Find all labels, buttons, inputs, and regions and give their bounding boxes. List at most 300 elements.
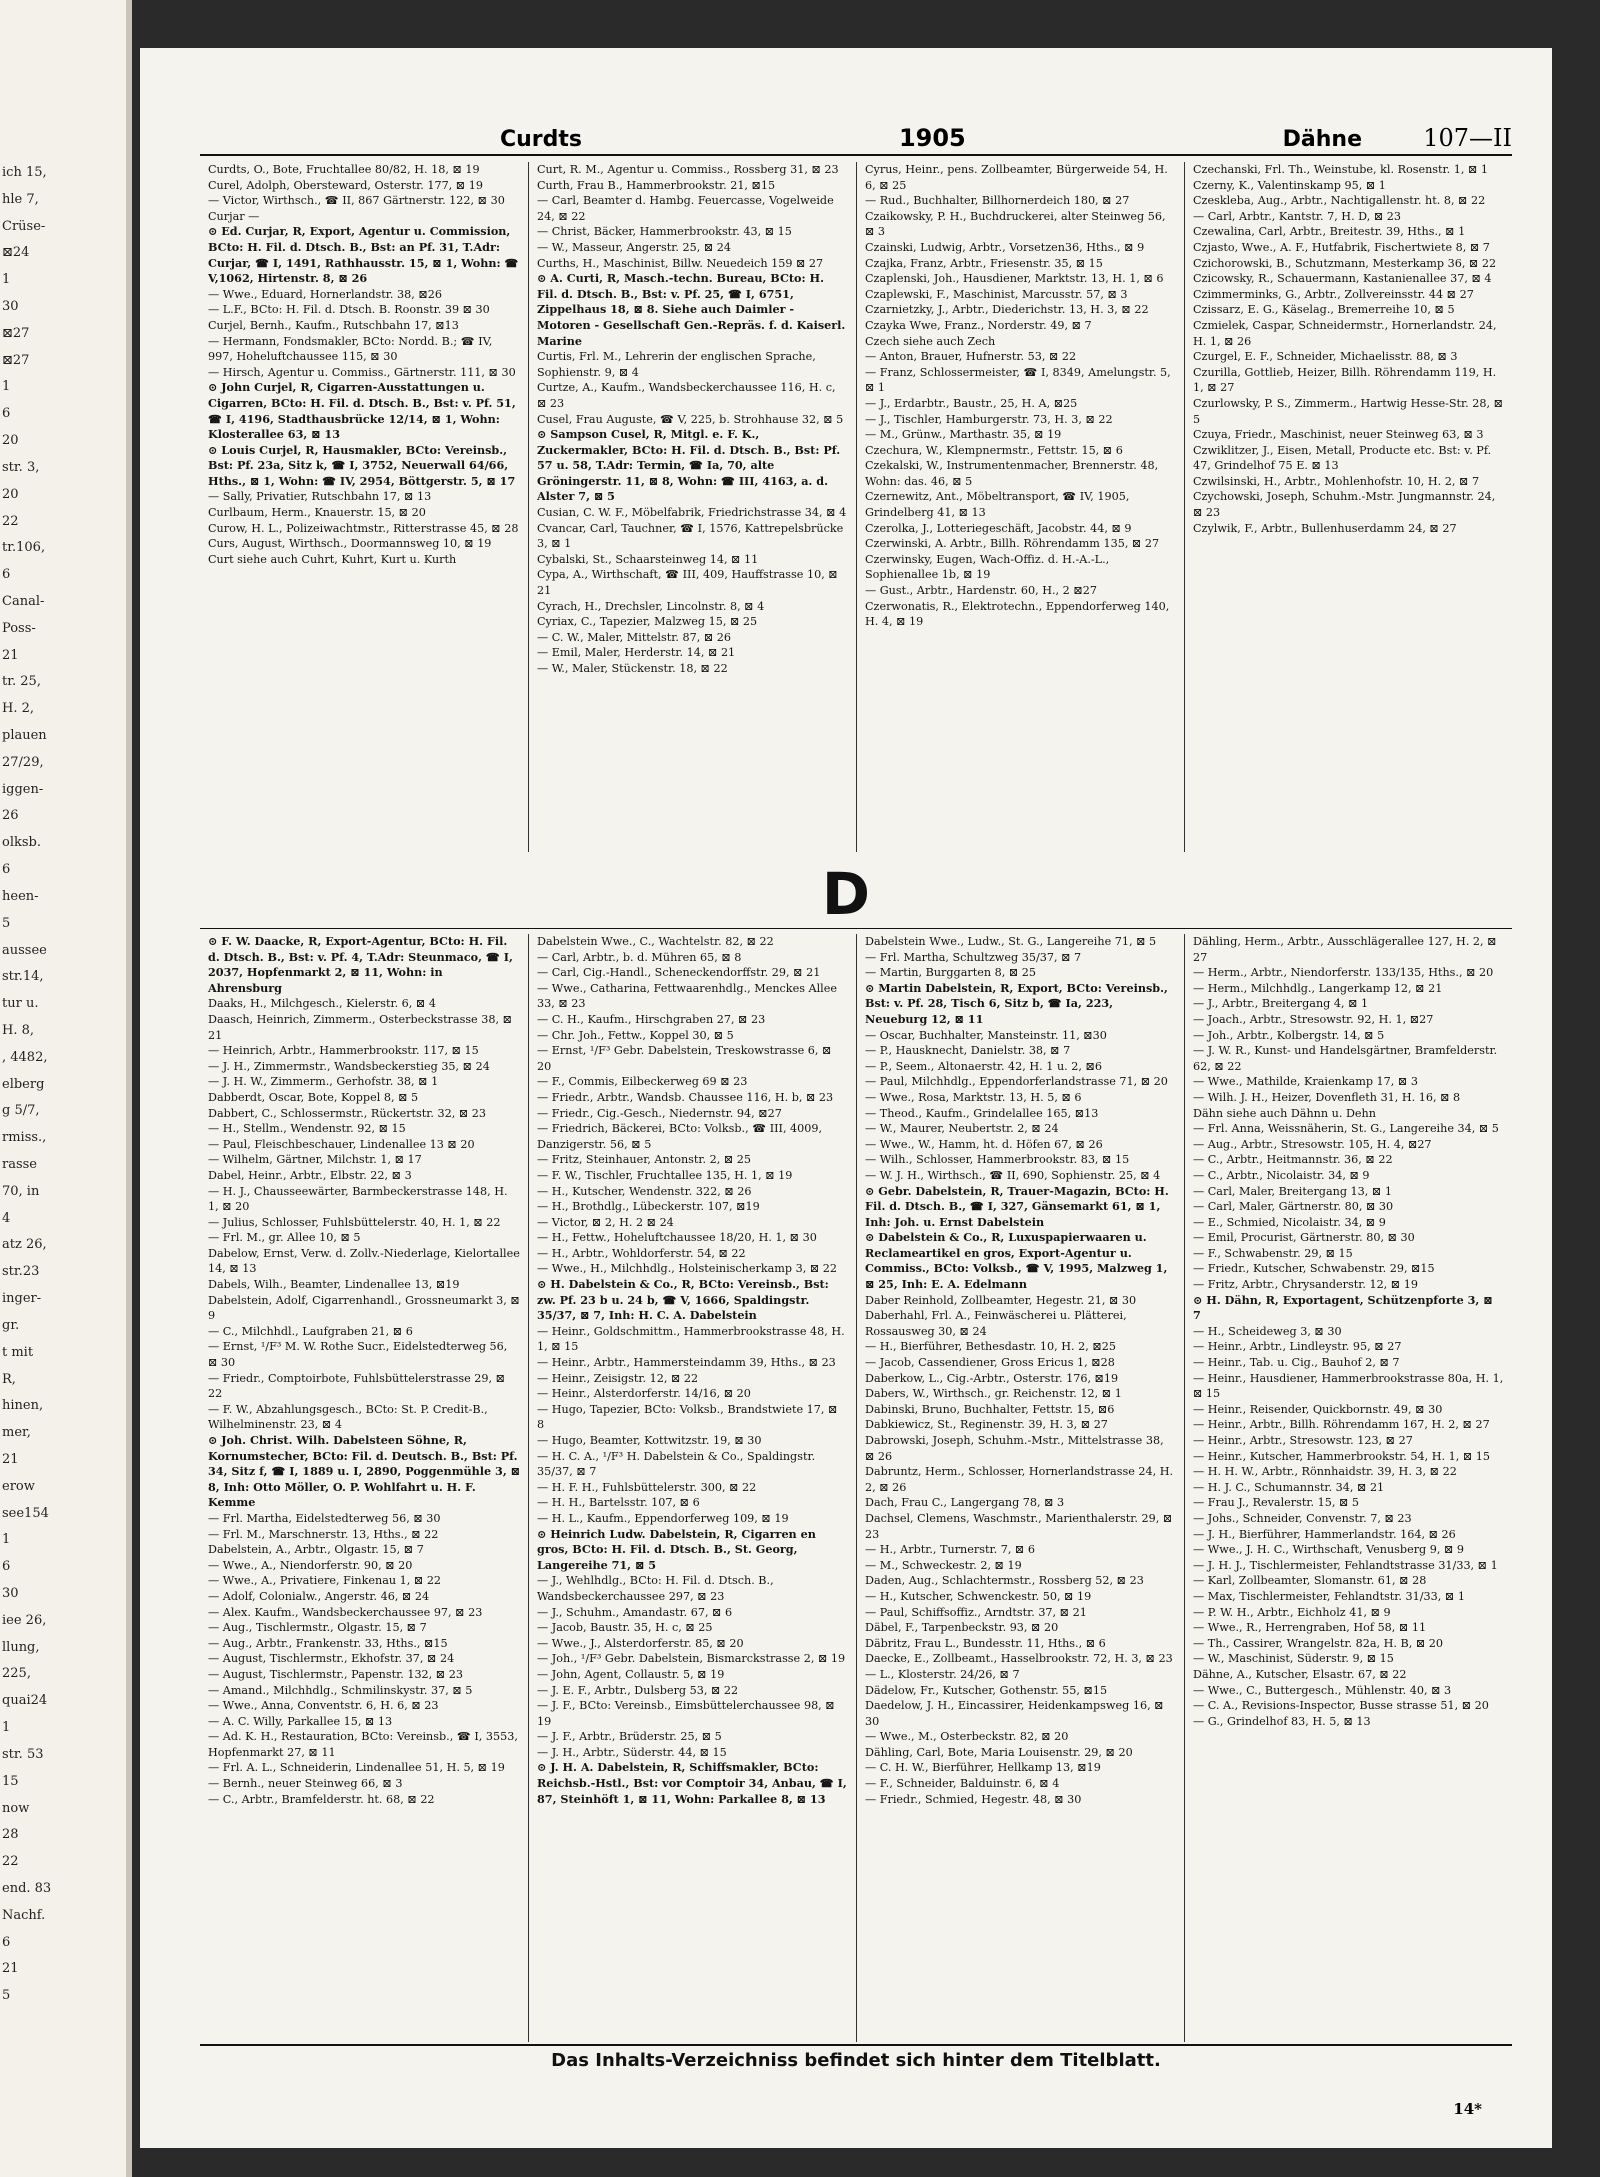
margin-fragment: Nachf.	[2, 1907, 46, 1923]
directory-entry: — Hirsch, Agentur u. Commiss., Gärtnerstr. 111, ⊠ 30	[208, 365, 516, 379]
margin-fragment: 15	[2, 1773, 19, 1789]
directory-entry: — Frl. Anna, Weissnäherin, St. G., Langereihe 34, ⊠ 5	[1193, 1122, 1499, 1136]
directory-entry: — L.F., BCto: H. Fil. d. Dtsch. B. Roonstr. 39 ⊠ 30	[208, 303, 490, 317]
margin-fragment: 28	[2, 1827, 19, 1843]
margin-fragment: 1	[2, 272, 11, 288]
margin-fragment: R,	[2, 1371, 16, 1387]
directory-entry: Däbritz, Frau L., Bundesstr. 11, Hths., ⊠ 6	[865, 1636, 1106, 1650]
directory-entry: — Heinr., Arbtr., Billh. Röhrendamm 167, H. 2, ⊠ 27	[1193, 1418, 1490, 1432]
directory-entry: — J. H. W., Zimmerm., Gerhofstr. 38, ⊠ 1	[208, 1075, 439, 1089]
directory-entry: Dachsel, Clemens, Waschmstr., Marienthalerstr. 29, ⊠ 23	[865, 1511, 1173, 1541]
directory-entry: — Friedr., Kutscher, Schwabenstr. 29, ⊠15	[1193, 1262, 1435, 1276]
directory-entry: — Wwe., J. H. C., Wirthschaft, Venusberg 9, ⊠ 9	[1193, 1543, 1465, 1557]
margin-fragment: str.23	[2, 1264, 40, 1280]
margin-fragment: rasse	[2, 1157, 38, 1173]
directory-entry: — Hugo, Beamter, Kottwitzstr. 19, ⊠ 30	[537, 1434, 762, 1447]
directory-entry: — Wwe., A., Privatiere, Finkenau 1, ⊠ 22	[208, 1574, 442, 1588]
header-first-name: Curdts	[500, 127, 583, 152]
directory-entry: — W. J. H., Wirthsch., ☎ II, 690, Sophienstr. 25, ⊠ 4	[865, 1168, 1161, 1182]
directory-entry: Dabelow, Ernst, Verw. d. Zollv.-Niederlage, Kielortallee 14, ⊠ 13	[208, 1246, 520, 1276]
margin-fragment: hinen,	[2, 1398, 44, 1414]
header-rule	[200, 154, 1512, 156]
margin-fragment: 1	[2, 1532, 11, 1548]
directory-entry: Czissarz, E. G., Käselag., Bremerreihe 10, ⊠ 5	[1193, 303, 1455, 317]
directory-entry: — Wwe., J., Alsterdorferstr. 85, ⊠ 20	[537, 1636, 744, 1650]
directory-entry: — Heinr., Alsterdorferstr. 14/16, ⊠ 20	[537, 1387, 751, 1401]
bottom-columns-4	[1184, 934, 1512, 2042]
directory-entry: Curtis, Frl. M., Lehrerin der englischen Sprache, Sophienstr. 9, ⊠ 4	[537, 350, 816, 379]
directory-entry: Dabelstein, Adolf, Cigarrenhandl., Grossneumarkt 3, ⊠ 9	[208, 1293, 520, 1323]
directory-entry: — H., Arbtr., Wohldorferstr. 54, ⊠ 22	[537, 1246, 746, 1260]
directory-entry: — Martin, Burggarten 8, ⊠ 25	[865, 966, 1036, 980]
footer-rule	[200, 2044, 1512, 2046]
section-rule	[200, 928, 1512, 929]
directory-entry: — Frl. M., Marschnerstr. 13, Hths., ⊠ 22	[208, 1527, 439, 1541]
directory-entry: Czayka Wwe, Franz., Norderstr. 49, ⊠ 7	[865, 318, 1092, 332]
margin-fragment: H. 2,	[2, 701, 35, 717]
directory-entry: — Carl, Beamter d. Hambg. Feuercasse, Vogelweide 24, ⊠ 22	[537, 194, 834, 223]
directory-entry: — P. W. H., Arbtr., Eichholz 41, ⊠ 9	[1193, 1605, 1391, 1619]
directory-entry: — August, Tischlermstr., Ekhofstr. 37, ⊠ 24	[208, 1652, 455, 1666]
top-columns	[200, 162, 1512, 852]
directory-entry: — F., Schneider, Balduinstr. 6, ⊠ 4	[865, 1777, 1060, 1791]
directory-entry: — Rud., Buchhalter, Billhornerdeich 180, ⊠ 27	[865, 194, 1130, 208]
directory-entry: — Heinr., Hausdiener, Hammerbrookstrasse 80a, H. 1, ⊠ 15	[1193, 1371, 1504, 1401]
margin-fragment: 6	[2, 1559, 11, 1575]
directory-entry: — W., Maler, Stückenstr. 18, ⊠ 22	[537, 662, 728, 675]
margin-fragment: 6	[2, 406, 11, 422]
directory-entry: Daedelow, J. H., Eincassirer, Heidenkampsweg 16, ⊠ 30	[865, 1699, 1164, 1728]
directory-entry: Dabelstein Wwe., C., Wachtelstr. 82, ⊠ 22	[537, 935, 774, 948]
directory-entry: — F., Schwabenstr. 29, ⊠ 15	[1193, 1246, 1353, 1260]
directory-entry: Daecke, E., Zollbeamt., Hasselbrookstr. 72, H. 3, ⊠ 23	[865, 1652, 1173, 1666]
directory-entry: Czechura, W., Klempnermstr., Fettstr. 15, ⊠ 6	[865, 443, 1123, 457]
directory-entry: — Jacob, Cassendiener, Gross Ericus 1, ⊠28	[865, 1356, 1115, 1370]
directory-entry: — M., Schweckestr. 2, ⊠ 19	[865, 1558, 1022, 1572]
directory-entry: Czaplewski, F., Maschinist, Marcusstr. 57, ⊠ 3	[865, 287, 1128, 301]
directory-entry: — Frl. M., gr. Allee 10, ⊠ 5	[208, 1231, 361, 1245]
directory-entry: — Ad. K. H., Restauration, BCto: Vereinsb., ☎ I, 3553, Hopfenmarkt 27, ⊠ 11	[208, 1730, 518, 1759]
directory-entry: Dabinski, Bruno, Buchhalter, Fettstr. 15, ⊠6	[865, 1402, 1115, 1416]
directory-entry: — C. H. W., Bierführer, Hellkamp 13, ⊠19	[865, 1761, 1101, 1775]
directory-entry: — Frau J., Revalerstr. 15, ⊠ 5	[1193, 1496, 1360, 1510]
directory-entry: Czainski, Ludwig, Arbtr., Vorsetzen36, Hths., ⊠ 9	[865, 240, 1145, 254]
directory-entry: — Herm., Milchhdlg., Langerkamp 12, ⊠ 21	[1193, 981, 1443, 995]
directory-entry: — Jacob, Baustr. 35, H. c, ⊠ 25	[537, 1621, 713, 1635]
directory-entry: Curt, R. M., Agentur u. Commiss., Rossberg 31, ⊠ 23	[537, 163, 839, 176]
directory-entry: — J. H., Arbtr., Süderstr. 44, ⊠ 15	[537, 1745, 727, 1759]
margin-fragment: 21	[2, 647, 19, 663]
margin-fragment: llung,	[2, 1639, 40, 1655]
directory-entry: — P., Seem., Altonaerstr. 42, H. 1 u. 2, ⊠6	[865, 1059, 1102, 1073]
directory-entry: — Theod., Kaufm., Grindelallee 165, ⊠13	[865, 1106, 1099, 1120]
directory-entry: — J. F., Arbtr., Brüderstr. 25, ⊠ 5	[537, 1730, 722, 1744]
directory-entry: Czuya, Friedr., Maschinist, neuer Steinweg 63, ⊠ 3	[1193, 428, 1484, 442]
directory-entry: — J., Wehlhdlg., BCto: H. Fil. d. Dtsch. B., Wandsbeckerchaussee 297, ⊠ 23	[537, 1574, 774, 1603]
directory-entry: — Carl, Cig.-Handl., Scheneckendorffstr. 29, ⊠ 21	[537, 966, 821, 980]
margin-fragment: 20	[2, 433, 19, 449]
directory-entry: Daberhahl, Frl. A., Feinwäscherei u. Plätterei, Rossausweg 30, ⊠ 24	[865, 1309, 1127, 1338]
header-page-number: 107—II	[1423, 124, 1512, 152]
top-columns-3	[856, 162, 1184, 852]
directory-entry: Curjar —	[208, 209, 260, 223]
directory-entry: — Wwe., W., Hamm, ht. d. Höfen 67, ⊠ 26	[865, 1137, 1103, 1151]
directory-entry: Curt siehe auch Cuhrt, Kuhrt, Kurt u. Kurth	[208, 552, 457, 566]
directory-entry: — C., Arbtr., Bramfelderstr. ht. 68, ⊠ 22	[208, 1792, 435, 1806]
directory-entry: — J., Schuhm., Amandastr. 67, ⊠ 6	[537, 1605, 733, 1619]
directory-entry: — H., Stellm., Wendenstr. 92, ⊠ 15	[208, 1122, 406, 1136]
directory-entry: — H., Kutscher, Schwenckestr. 50, ⊠ 19	[865, 1589, 1092, 1603]
directory-entry: Czaplenski, Joh., Hausdiener, Marktstr. 13, H. 1, ⊠ 6	[865, 272, 1164, 286]
margin-fragment: ⊠27	[2, 325, 30, 341]
margin-fragment: t mit	[2, 1344, 34, 1360]
directory-entry: — Karl, Zollbeamter, Slomanstr. 61, ⊠ 28	[1193, 1574, 1427, 1588]
directory-entry: Dädelow, Fr., Kutscher, Gothenstr. 55, ⊠15	[865, 1683, 1108, 1697]
directory-entry: — Carl, Arbtr., Kantstr. 7, H. D, ⊠ 23	[1193, 209, 1402, 223]
directory-entry: — Ernst, ¹/F³ Gebr. Dabelstein, Treskowstrasse 6, ⊠ 20	[537, 1044, 832, 1073]
directory-entry: Czerwinski, A. Arbtr., Billh. Röhrendamm 135, ⊠ 27	[865, 537, 1160, 551]
margin-fragment: 4	[2, 1210, 11, 1226]
directory-entry: — M., Grünw., Marthastr. 35, ⊠ 19	[865, 428, 1062, 442]
directory-entry: Dach, Frau C., Langergang 78, ⊠ 3	[865, 1496, 1065, 1510]
margin-fragment: ⊠24	[2, 245, 30, 261]
directory-entry: Czwiklitzer, J., Eisen, Metall, Producte etc. Bst: v. Pf. 47, Grindelhof 75 E. ⊠ 13	[1193, 443, 1492, 473]
directory-entry: Czarnietzky, J., Arbtr., Diederichstr. 13, H. 3, ⊠ 22	[865, 303, 1149, 317]
directory-entry: ⊙ Dabelstein & Co., R, Luxuspapierwaaren u. Reclameartikel en gros, Export-Agentur u. Commiss., BCto: Volksb., ☎ V, 1995, Malzweg 1, ⊠ 25, Inh: E. A. Edelmann	[865, 1230, 1168, 1292]
directory-entry: Cvancar, Carl, Tauchner, ☎ I, 1576, Kattrepelsbrücke 3, ⊠ 1	[537, 521, 844, 551]
directory-entry: Curths, H., Maschinist, Billw. Neuedeich 159 ⊠ 27	[537, 256, 824, 270]
directory-entry: — Heinrich, Arbtr., Hammerbrookstr. 117, ⊠ 15	[208, 1044, 479, 1058]
directory-entry: — Fritz, Arbtr., Chrysanderstr. 12, ⊠ 19	[1193, 1278, 1418, 1292]
directory-entry: Dabelstein Wwe., Ludw., St. G., Langereihe 71, ⊠ 5	[865, 935, 1157, 948]
directory-entry: — H. J., Chausseewärter, Barmbeckerstrasse 148, H. 1, ⊠ 20	[208, 1184, 508, 1214]
margin-fragment: tur u.	[2, 996, 39, 1012]
margin-fragment: 6	[2, 567, 11, 583]
directory-entry: Dabrowski, Joseph, Schuhm.-Mstr., Mittelstrasse 38, ⊠ 26	[865, 1434, 1164, 1463]
directory-entry: — Joach., Arbtr., Stresowstr. 92, H. 1, ⊠27	[1193, 1012, 1434, 1026]
directory-entry: — C. W., Maler, Mittelstr. 87, ⊠ 26	[537, 630, 731, 644]
directory-entry: — W., Maschinist, Süderstr. 9, ⊠ 15	[1193, 1652, 1394, 1666]
directory-entry: — J. H. J., Tischlermeister, Fehlandtstrasse 31/33, ⊠ 1	[1193, 1558, 1498, 1572]
directory-entry: — Chr. Joh., Fettw., Koppel 30, ⊠ 5	[537, 1028, 734, 1042]
directory-entry: — H., Scheideweg 3, ⊠ 30	[1193, 1324, 1342, 1338]
directory-entry: Czewalina, Carl, Arbtr., Breitestr. 39, Hths., ⊠ 1	[1193, 225, 1466, 239]
directory-entry: Dabberdt, Oscar, Bote, Koppel 8, ⊠ 5	[208, 1090, 419, 1104]
directory-entry: — J. W. R., Kunst- und Handelsgärtner, Bramfelderstr. 62, ⊠ 22	[1193, 1044, 1498, 1073]
directory-entry: — Friedr., Schmied, Hegestr. 48, ⊠ 30	[865, 1792, 1082, 1806]
directory-entry: — Adolf, Colonialw., Angerstr. 46, ⊠ 24	[208, 1589, 430, 1603]
directory-entry: — E., Schmied, Nicolaistr. 34, ⊠ 9	[1193, 1215, 1386, 1229]
directory-entry: — Paul, Fleischbeschauer, Lindenallee 13 ⊠ 20	[208, 1137, 475, 1151]
directory-entry: — H., Kutscher, Wendenstr. 322, ⊠ 26	[537, 1184, 752, 1198]
directory-entry: — Amand., Milchhdlg., Schmilinskystr. 37, ⊠ 5	[208, 1683, 473, 1697]
margin-fragment: ⊠27	[2, 352, 30, 368]
directory-entry: — H. L., Kaufm., Eppendorferweg 109, ⊠ 19	[537, 1511, 789, 1525]
directory-entry: Daber Reinhold, Zollbeamter, Hegestr. 21, ⊠ 30	[865, 1293, 1137, 1307]
directory-entry: — Carl, Arbtr., b. d. Mühren 65, ⊠ 8	[537, 950, 742, 964]
directory-entry: ⊙ H. Dabelstein & Co., R, BCto: Vereinsb., Bst: zw. Pf. 23 b u. 24 b, ☎ V, 1666, Spaldingstr. 35/37, ⊠ 7, Inh: H. C. A. Dabelstein	[537, 1277, 829, 1323]
directory-entry: — Heinr., Kutscher, Hammerbrookstr. 54, H. 1, ⊠ 15	[1193, 1449, 1491, 1463]
margin-fragment: quai24	[2, 1693, 48, 1709]
directory-entry: Czicowsky, R., Schauermann, Kastanienallee 37, ⊠ 4	[1193, 272, 1492, 286]
directory-entry: — Wilh. J. H., Heizer, Dovenfleth 31, H. 16, ⊠ 8	[1193, 1090, 1461, 1104]
directory-entry: Curlbaum, Herm., Knauerstr. 15, ⊠ 20	[208, 506, 426, 520]
directory-entry: Czurgel, E. F., Schneider, Michaelisstr. 88, ⊠ 3	[1193, 350, 1458, 364]
directory-page	[140, 48, 1552, 2148]
margin-fragment: 30	[2, 299, 19, 315]
directory-entry: — Wwe., M., Osterbeckstr. 82, ⊠ 20	[865, 1730, 1069, 1744]
directory-entry: — Frl. A. L., Schneiderin, Lindenallee 51, H. 5, ⊠ 19	[208, 1761, 505, 1775]
directory-entry: — Victor, ⊠ 2, H. 2 ⊠ 24	[537, 1215, 674, 1229]
margin-fragment: tr.106,	[2, 540, 46, 556]
directory-entry: ⊙ Ed. Curjar, R, Export, Agentur u. Commission, BCto: H. Fil. d. Dtsch. B., Bst: an Pf. 31, T.Adr: Curjar, ☎ I, 1491, Rathhausstr. 15, ⊠ 1, Wohn: ☎ V,1062, Hirtenstr. 8, ⊠ 26	[208, 224, 519, 286]
bottom-columns-2	[528, 934, 856, 2042]
directory-entry: — H., Fettw., Hoheluftchaussee 18/20, H. 1, ⊠ 30	[537, 1231, 817, 1245]
directory-entry: Czeskleba, Aug., Arbtr., Nachtigallenstr. ht. 8, ⊠ 22	[1193, 194, 1486, 208]
margin-fragment: hle 7,	[2, 191, 39, 207]
header-year: 1905	[898, 124, 966, 152]
directory-entry: Dähling, Herm., Arbtr., Ausschlägerallee 127, H. 2, ⊠ 27	[1193, 935, 1497, 964]
directory-entry: — J. H., Bierführer, Hammerlandstr. 164, ⊠ 26	[1193, 1527, 1456, 1541]
directory-entry: — J. E. F., Arbtr., Dulsberg 53, ⊠ 22	[537, 1683, 739, 1697]
directory-entry: — Wilhelm, Gärtner, Milchstr. 1, ⊠ 17	[208, 1153, 422, 1167]
top-columns-4	[1184, 162, 1512, 852]
top-columns-1	[200, 162, 528, 852]
margin-fragment: end. 83	[2, 1880, 52, 1896]
top-columns-2	[528, 162, 856, 852]
directory-entry: Czylwik, F., Arbtr., Bullenhuserdamm 24, ⊠ 27	[1193, 521, 1457, 535]
directory-entry: — Heinr., Arbtr., Hammersteindamm 39, Hths., ⊠ 23	[537, 1356, 836, 1370]
directory-entry: — Sally, Privatier, Rutschbahn 17, ⊠ 13	[208, 490, 432, 504]
directory-entry: — L., Klosterstr. 24/26, ⊠ 7	[865, 1667, 1020, 1681]
directory-entry: ⊙ H. Dähn, R, Exportagent, Schützenpforte 3, ⊠ 7	[1193, 1292, 1493, 1323]
directory-entry: Czernewitz, Ant., Möbeltransport, ☎ IV, 1905, Grindelberg 41, ⊠ 13	[865, 490, 1130, 520]
directory-entry: Dabers, W., Wirthsch., gr. Reichenstr. 12, ⊠ 1	[865, 1387, 1122, 1401]
directory-entry: — Heinr., Tab. u. Cig., Bauhof 2, ⊠ 7	[1193, 1356, 1400, 1370]
directory-entry: — J., Arbtr., Breitergang 4, ⊠ 1	[1193, 997, 1369, 1011]
directory-entry: — G., Grindelhof 83, H. 5, ⊠ 13	[1193, 1714, 1371, 1728]
directory-entry: Cyrach, H., Drechsler, Lincolnstr. 8, ⊠ 4	[537, 599, 765, 613]
directory-entry: ⊙ J. H. A. Dabelstein, R, Schiffsmakler, BCto: Reichsb.-Hstl., Bst: vor Comptoir 34, Anbau, ☎ I, 87, Steinhöft 1, ⊠ 11, Wohn: Parkallee 8, ⊠ 13	[537, 1760, 847, 1806]
directory-entry: Cyriax, C., Tapezier, Malzweg 15, ⊠ 25	[537, 615, 758, 629]
directory-entry: — Wwe., R., Herrengraben, Hof 58, ⊠ 11	[1193, 1621, 1427, 1635]
directory-entry: — Joh., Arbtr., Kolbergstr. 14, ⊠ 5	[1193, 1028, 1385, 1042]
directory-entry: ⊙ John Curjel, R, Cigarren-Ausstattungen u. Cigarren, BCto: H. Fil. d. Dtsch. B., Bst: v. Pf. 51, ☎ I, 4196, Stadthausbrücke 12/14, ⊠ 1, Wohn: Klosterallee 63, ⊠ 13	[208, 380, 516, 442]
directory-entry: Daden, Aug., Schlachtermstr., Rossberg 52, ⊠ 23	[865, 1574, 1144, 1588]
directory-entry: Cyrus, Heinr., pens. Zollbeamter, Bürgerweide 54, H. 6, ⊠ 25	[865, 163, 1168, 192]
directory-entry: — H. C. A., ¹/F³ H. Dabelstein & Co., Spaldingstr. 35/37, ⊠ 7	[537, 1449, 816, 1479]
directory-entry: — C., Arbtr., Heitmannstr. 36, ⊠ 22	[1193, 1153, 1393, 1167]
directory-entry: Czerolka, J., Lotteriegeschäft, Jacobstr. 44, ⊠ 9	[865, 521, 1132, 535]
margin-fragment: 70, in	[2, 1183, 40, 1199]
margin-fragment: now	[2, 1800, 30, 1816]
book-gutter	[126, 0, 132, 2177]
margin-fragment: iee 26,	[2, 1612, 47, 1628]
directory-entry: Dabbert, C., Schlossermstr., Rückertstr. 32, ⊠ 23	[208, 1106, 487, 1120]
margin-fragment: 225,	[2, 1666, 31, 1682]
bottom-columns-3	[856, 934, 1184, 2042]
directory-entry: — Carl, Maler, Breitergang 13, ⊠ 1	[1193, 1184, 1392, 1198]
directory-entry: Cusel, Frau Auguste, ☎ V, 225, b. Strohhause 32, ⊠ 5	[537, 412, 844, 426]
margin-fragment: plauen	[2, 728, 47, 744]
directory-entry: Dabruntz, Herm., Schlosser, Hornerlandstrasse 24, H. 2, ⊠ 26	[865, 1465, 1174, 1494]
directory-entry: — Wwe., C., Buttergesch., Mühlenstr. 40, ⊠ 3	[1193, 1683, 1452, 1697]
directory-entry: Cusian, C. W. F., Möbelfabrik, Friedrichstrasse 34, ⊠ 4	[537, 506, 847, 520]
directory-entry: — C. H., Kaufm., Hirschgraben 27, ⊠ 23	[537, 1012, 766, 1026]
directory-entry: — C. A., Revisions-Inspector, Busse strasse 51, ⊠ 20	[1193, 1699, 1489, 1713]
margin-fragment: Crüse-	[2, 218, 46, 234]
directory-entry: Daaks, H., Milchgesch., Kielerstr. 6, ⊠ 4	[208, 997, 436, 1011]
directory-entry: ⊙ Joh. Christ. Wilh. Dabelsteen Söhne, R, Kornumstecher, BCto: Fil. d. Deutsch. B., Bst: Pf. 34, Sitz f, ☎ I, 1889 u. I, 2890, Poggenmühle 3, ⊠ 8, Inh: Otto Möller, O. P. Wohlfahrt u. H. F. Kemme	[208, 1433, 521, 1510]
directory-entry: ⊙ Louis Curjel, R, Hausmakler, BCto: Vereinsb., Bst: Pf. 23a, Sitz k, ☎ I, 3752, Neuerwall 64/66, Hths., ⊠ 1, Wohn: ☎ IV, 2954, Böttgerstr. 5, ⊠ 17	[208, 442, 516, 488]
directory-entry: — C., Arbtr., Nicolaistr. 34, ⊠ 9	[1193, 1168, 1370, 1182]
signature-mark: 14*	[1453, 2100, 1482, 2118]
directory-entry: — F. W., Tischler, Fruchtallee 135, H. 1, ⊠ 19	[537, 1168, 793, 1182]
directory-entry: — H. F. H., Fuhlsbüttelerstr. 300, ⊠ 22	[537, 1480, 757, 1494]
directory-entry: ⊙ F. W. Daacke, R, Export-Agentur, BCto: H. Fil. d. Dtsch. B., Bst: v. Pf. 4, T.Adr: Steunmaco, ☎ I, 2037, Hopfenmarkt 2, ⊠ 11, Wohn: in Ahrensburg	[208, 934, 513, 995]
directory-entry: Czurlowsky, P. S., Zimmerm., Hartwig Hesse-Str. 28, ⊠ 5	[1193, 396, 1503, 426]
margin-fragment: str. 3,	[2, 459, 40, 475]
margin-fragment: 5	[2, 915, 11, 931]
directory-entry: Czajka, Franz, Arbtr., Friesenstr. 35, ⊠ 15	[865, 256, 1103, 270]
margin-fragment: 21	[2, 1961, 19, 1977]
margin-fragment: 6	[2, 862, 11, 878]
margin-fragment: 6	[2, 1934, 11, 1950]
directory-entry: Czjasto, Wwe., A. F., Hutfabrik, Fischertwiete 8, ⊠ 7	[1193, 240, 1490, 254]
directory-entry: — Th., Cassirer, Wrangelstr. 82a, H. B, ⊠ 20	[1193, 1636, 1444, 1650]
directory-entry: — W., Maurer, Neubertstr. 2, ⊠ 24	[865, 1122, 1059, 1136]
directory-entry: ⊙ Gebr. Dabelstein, R, Trauer-Magazin, BCto: H. Fil. d. Dtsch. B., ☎ I, 327, Gänsemarkt 61, ⊠ 1, Inh: Joh. u. Ernst Dabelstein	[865, 1183, 1169, 1229]
margin-fragment: , 4482,	[2, 1049, 48, 1065]
directory-entry: — Wilh., Schlosser, Hammerbrookstr. 83, ⊠ 15	[865, 1153, 1130, 1167]
directory-entry: — Heinr., Arbtr., Stresowstr. 123, ⊠ 27	[1193, 1434, 1413, 1447]
directory-entry: Czerny, K., Valentinskamp 95, ⊠ 1	[1193, 178, 1386, 192]
directory-entry: — Wwe., Anna, Conventstr. 6, H. 6, ⊠ 23	[208, 1699, 439, 1713]
directory-entry: — Hermann, Fondsmakler, BCto: Nordd. B.; ☎ IV, 997, Hoheluftchaussee 115, ⊠ 30	[208, 334, 493, 364]
directory-entry: Daberkow, L., Cig.-Arbtr., Osterstr. 176, ⊠19	[865, 1371, 1119, 1385]
directory-entry: — H. J. C., Schumannstr. 34, ⊠ 21	[1193, 1480, 1385, 1494]
directory-entry: — C., Milchhdl., Laufgraben 21, ⊠ 6	[208, 1324, 413, 1338]
bottom-columns	[200, 934, 1512, 2042]
directory-entry: Dabel, Heinr., Arbtr., Elbstr. 22, ⊠ 3	[208, 1168, 412, 1182]
directory-entry: — J. H., Zimmermstr., Wandsbeckerstieg 35, ⊠ 24	[208, 1059, 490, 1073]
margin-fragment: 5	[2, 1988, 11, 2004]
margin-fragment: 22	[2, 513, 19, 529]
directory-entry: Dabkiewicz, St., Reginenstr. 39, H. 3, ⊠ 27	[865, 1418, 1108, 1432]
margin-fragment: 22	[2, 1854, 19, 1870]
section-letter: D	[821, 860, 871, 928]
directory-entry: — J., Tischler, Hamburgerstr. 73, H. 3, ⊠ 22	[865, 412, 1113, 426]
directory-entry: — Carl, Maler, Gärtnerstr. 80, ⊠ 30	[1193, 1200, 1394, 1214]
directory-entry: — H., Brothdlg., Lübeckerstr. 107, ⊠19	[537, 1200, 760, 1214]
directory-entry: — Gust., Arbtr., Hardenstr. 60, H., 2 ⊠27	[865, 584, 1097, 598]
directory-entry: — Julius, Schlosser, Fuhlsbüttelerstr. 40, H. 1, ⊠ 22	[208, 1215, 501, 1229]
directory-entry: — J. F., BCto: Vereinsb., Eimsbüttelerchaussee 98, ⊠ 19	[537, 1699, 835, 1728]
directory-entry: — Wwe., Mathilde, Kraienkamp 17, ⊠ 3	[1193, 1075, 1418, 1089]
margin-fragment: ich 15,	[2, 165, 47, 180]
directory-entry: — Friedr., Comptoirbote, Fuhlsbüttelerstrasse 29, ⊠ 22	[208, 1371, 506, 1401]
directory-entry: — H. H., Bartelsstr. 107, ⊠ 6	[537, 1496, 700, 1510]
bottom-columns-1	[200, 934, 528, 2042]
margin-fragment: 30	[2, 1586, 19, 1601]
directory-entry: — Anton, Brauer, Hufnerstr. 53, ⊠ 22	[865, 350, 1077, 364]
margin-fragment: 20	[2, 486, 19, 502]
directory-entry: — Emil, Procurist, Gärtnerstr. 80, ⊠ 30	[1193, 1231, 1415, 1245]
margin-fragment: erow	[2, 1478, 35, 1494]
directory-entry: — Friedr., Cig.-Gesch., Niedernstr. 94, ⊠27	[537, 1106, 782, 1120]
margin-fragment: g 5/7,	[2, 1103, 40, 1119]
margin-fragment: see154	[2, 1505, 49, 1521]
directory-entry: Czerwinsky, Eugen, Wach-Offiz. d. H.-A.-L., Sophienallee 1b, ⊠ 19	[865, 552, 1110, 582]
directory-entry: — Oscar, Buchhalter, Mansteinstr. 11, ⊠30	[865, 1028, 1107, 1042]
directory-entry: Curtze, A., Kaufm., Wandsbeckerchaussee 116, H. c, ⊠ 23	[537, 381, 836, 410]
margin-fragment: aussee	[2, 942, 47, 958]
directory-entry: — Christ, Bäcker, Hammerbrookstr. 43, ⊠ 15	[537, 225, 792, 239]
header-last-name: Dähne	[1282, 127, 1362, 152]
directory-entry: — Friedr., Arbtr., Wandsb. Chaussee 116, H. b, ⊠ 23	[537, 1090, 834, 1104]
directory-entry: — H., Bierführer, Bethesdastr. 10, H. 2, ⊠25	[865, 1340, 1116, 1354]
directory-entry: — Herm., Arbtr., Niendorferstr. 133/135, Hths., ⊠ 20	[1193, 966, 1494, 980]
directory-entry: — Max, Tischlermeister, Fehlandtstr. 31/33, ⊠ 1	[1193, 1589, 1465, 1603]
margin-fragment: gr.	[2, 1317, 20, 1333]
margin-fragment: Canal-	[2, 593, 45, 609]
directory-entry: Czichorowski, B., Schutzmann, Mesterkamp 36, ⊠ 22	[1193, 256, 1497, 270]
margin-fragment: heen-	[2, 888, 39, 904]
margin-fragment: elberg	[2, 1076, 45, 1092]
left-page-margin	[0, 0, 132, 2177]
margin-fragment: Poss-	[2, 620, 36, 636]
margin-fragment: olksb.	[2, 835, 41, 851]
directory-entry: — Aug., Arbtr., Frankenstr. 33, Hths., ⊠15	[208, 1636, 448, 1650]
directory-entry: — Alex. Kaufm., Wandsbeckerchaussee 97, ⊠ 23	[208, 1605, 483, 1619]
directory-entry: — F. W., Abzahlungsgesch., BCto: St. P. Credit-B., Wilhelminenstr. 23, ⊠ 4	[208, 1402, 488, 1432]
directory-entry: — Wwe., Catharina, Fettwaarenhdlg., Menckes Allee 33, ⊠ 23	[537, 981, 837, 1011]
directory-entry: — F., Commis, Eilbeckerweg 69 ⊠ 23	[537, 1075, 748, 1089]
directory-entry: Curjel, Bernh., Kaufm., Rutschbahn 17, ⊠13	[208, 318, 459, 332]
directory-entry: Dähn siehe auch Dähnn u. Dehn	[1193, 1106, 1376, 1120]
directory-entry: — John, Agent, Collaustr. 5, ⊠ 19	[537, 1667, 725, 1681]
directory-entry: Curs, August, Wirthsch., Doormannsweg 10, ⊠ 19	[208, 537, 492, 551]
directory-entry: Curth, Frau B., Hammerbrookstr. 21, ⊠15	[537, 178, 776, 192]
margin-fragment: 27/29,	[2, 754, 44, 770]
directory-entry: — J., Erdarbtr., Baustr., 25, H. A, ⊠25	[865, 396, 1078, 410]
directory-entry: — Heinr., Reisender, Quickbornstr. 49, ⊠ 30	[1193, 1402, 1443, 1416]
directory-entry: — Wwe., Eduard, Hornerlandstr. 38, ⊠26	[208, 287, 442, 301]
directory-entry: — W., Masseur, Angerstr. 25, ⊠ 24	[537, 240, 732, 254]
directory-entry: — A. C. Willy, Parkallee 15, ⊠ 13	[208, 1714, 393, 1728]
directory-entry: — P., Hausknecht, Danielstr. 38, ⊠ 7	[865, 1044, 1071, 1058]
directory-entry: — Friedrich, Bäckerei, BCto: Volksb., ☎ III, 4009, Danzigerstr. 56, ⊠ 5	[537, 1122, 823, 1151]
directory-entry: — Heinr., Goldschmittm., Hammerbrookstrasse 48, H. 1, ⊠ 15	[537, 1324, 845, 1354]
directory-entry: — Emil, Maler, Herderstr. 14, ⊠ 21	[537, 646, 736, 660]
directory-entry: ⊙ Sampson Cusel, R, Mitgl. e. F. K., Zuckermakler, BCto: H. Fil. d. Dtsch. B., Bst: Pf. 57 u. 58, T.Adr: Termin, ☎ Ia, 70, alte Gröningerstr. 11, ⊠ 8, Wohn: ☎ III, 4163, a. d. Alster 7, ⊠ 5	[537, 427, 841, 504]
directory-entry: — Aug., Arbtr., Stresowstr. 105, H. 4, ⊠27	[1193, 1137, 1432, 1151]
directory-entry: Czychowski, Joseph, Schuhm.-Mstr. Jungmannstr. 24, ⊠ 23	[1193, 490, 1496, 520]
directory-entry: — Johs., Schneider, Convenstr. 7, ⊠ 23	[1193, 1511, 1412, 1525]
footer-note: Das Inhalts-Verzeichniss befindet sich hinter dem Titelblatt.	[551, 2050, 1161, 2071]
directory-entry: — Fritz, Steinhauer, Antonstr. 2, ⊠ 25	[537, 1153, 752, 1167]
margin-fragment: mer,	[2, 1425, 31, 1441]
directory-entry: Curel, Adolph, Obersteward, Osterstr. 177, ⊠ 19	[208, 178, 483, 192]
margin-fragment: H. 8,	[2, 1022, 35, 1038]
directory-entry: — Heinr., Zeisigstr. 12, ⊠ 22	[537, 1371, 699, 1385]
directory-entry: Czechanski, Frl. Th., Weinstube, kl. Rosenstr. 1, ⊠ 1	[1193, 163, 1489, 176]
margin-fragment: atz 26,	[2, 1237, 47, 1253]
directory-entry: — Paul, Schiffsoffiz., Arndtstr. 37, ⊠ 21	[865, 1605, 1087, 1619]
directory-entry: — Victor, Wirthsch., ☎ II, 867 Gärtnerstr. 122, ⊠ 30	[208, 194, 505, 208]
directory-entry: Czech siehe auch Zech	[865, 334, 996, 348]
directory-entry: — Wwe., Rosa, Marktstr. 13, H. 5, ⊠ 6	[865, 1090, 1082, 1104]
